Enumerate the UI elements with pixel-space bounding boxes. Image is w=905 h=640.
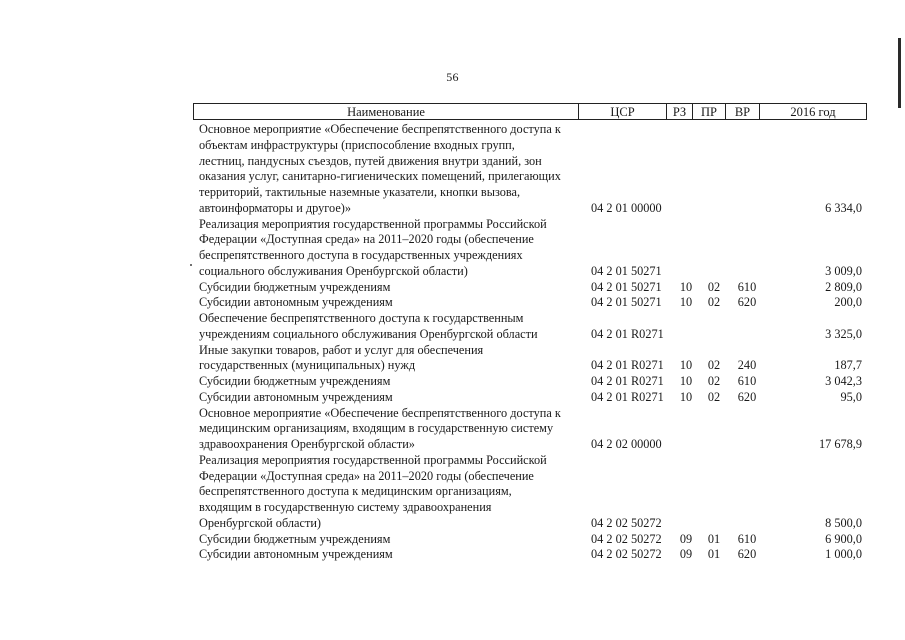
- table-row: [0, 122, 905, 217]
- row-amount: 200,0: [834, 295, 862, 310]
- row-name: [199, 453, 587, 532]
- row-amount: 95,0: [840, 389, 862, 404]
- row-csr: 04 2 02 00000: [591, 437, 662, 451]
- row-name-line: входящим в государственную систему здравоохранения: [199, 500, 492, 514]
- row-rz: 10: [679, 358, 693, 373]
- row-name-line: объектам инфраструктуры (приспособление входных групп,: [199, 137, 515, 152]
- row-amount: 3 042,3: [825, 374, 862, 388]
- row-name: [199, 217, 587, 280]
- row-vr: 610: [737, 531, 757, 546]
- row-name-line: Субсидии бюджетным учреждениям: [199, 531, 391, 546]
- row-csr: 04 2 01 50271: [591, 279, 662, 294]
- row-name-line: автоинформаторы и другое)»: [199, 200, 352, 215]
- row-csr: 04 2 02 50272: [591, 515, 662, 530]
- row-name-line: Федерации «Доступная среда» на 2011–2020 годы (обеспечение: [199, 232, 534, 247]
- table-row: [0, 374, 905, 390]
- row-pr: 02: [707, 374, 721, 388]
- row-name: [199, 374, 587, 390]
- table-row: [0, 217, 905, 280]
- row-name-line: территорий, тактильные наземные указатели, кнопки вызова,: [199, 185, 521, 199]
- row-rz: 09: [679, 531, 693, 546]
- table-body: [0, 122, 905, 563]
- header-name: Наименование: [194, 104, 579, 119]
- row-amount: 3 009,0: [825, 263, 862, 278]
- row-vr: 620: [737, 547, 757, 562]
- row-name: [199, 295, 587, 311]
- row-name: [199, 547, 587, 563]
- row-pr: 02: [707, 358, 721, 373]
- row-pr: 02: [707, 279, 721, 294]
- row-csr: 04 2 01 00000: [591, 200, 662, 215]
- row-pr: 02: [707, 295, 721, 310]
- row-vr: 620: [737, 389, 757, 404]
- row-vr: 610: [737, 374, 757, 388]
- row-csr: 04 2 02 50272: [591, 531, 662, 546]
- row-name: [199, 122, 587, 217]
- row-amount: 187,7: [834, 358, 862, 373]
- row-vr: 240: [737, 358, 757, 373]
- table-row: [0, 280, 905, 296]
- row-pr: 01: [707, 547, 721, 562]
- row-name-line: Субсидии автономным учреждениям: [199, 295, 393, 310]
- row-name-line: оказания услуг, санитарно-гигиенических помещений, прилегающих: [199, 169, 561, 184]
- row-name: [199, 390, 587, 406]
- row-name: [199, 532, 587, 548]
- row-rz: 10: [679, 295, 693, 310]
- header-pr: ПР: [693, 104, 726, 119]
- row-name-line: Реализация мероприятия государственной программы Российской: [199, 452, 547, 467]
- row-name-line: Реализация мероприятия государственной программы Российской: [199, 216, 547, 231]
- row-amount: 2 809,0: [825, 279, 862, 294]
- table-row: [0, 390, 905, 406]
- row-name-line: Субсидии автономным учреждениям: [199, 547, 393, 562]
- scan-edge-mark: [898, 38, 901, 108]
- row-csr: 04 2 01 R0271: [591, 374, 664, 388]
- header-csr: ЦСР: [579, 104, 667, 119]
- table-header: [193, 103, 867, 120]
- row-amount: 1 000,0: [825, 547, 862, 562]
- row-name-line: Субсидии бюджетным учреждениям: [199, 374, 391, 388]
- row-rz: 10: [679, 374, 693, 388]
- table-row: [0, 547, 905, 563]
- row-csr: 04 2 01 50271: [591, 263, 662, 278]
- row-name-line: медицинским организациям, входящим в государственную систему: [199, 421, 554, 436]
- row-pr: 02: [707, 389, 721, 404]
- table-row: [0, 311, 905, 343]
- row-name: [199, 406, 587, 453]
- table-row: [0, 343, 905, 375]
- row-name-line: лестниц, пандусных съездов, путей движения внутри зданий, зон: [199, 153, 542, 168]
- header-year: 2016 год: [790, 105, 836, 119]
- row-amount: 8 500,0: [825, 515, 862, 530]
- row-name-line: Иные закупки товаров, работ и услуг для обеспечения: [199, 342, 484, 357]
- row-name-line: беспрепятственного доступа к медицинским организациям,: [199, 484, 512, 499]
- row-name-line: Обеспечение беспрепятственного доступа к государственным: [199, 311, 524, 325]
- row-rz: 10: [679, 279, 693, 294]
- row-name-line: социального обслуживания Оренбургской области): [199, 263, 468, 278]
- table-row: [0, 406, 905, 453]
- row-name-line: учреждениям социального обслуживания Оренбургской области: [199, 326, 538, 341]
- row-name-line: Федерации «Доступная среда» на 2011–2020 годы (обеспечение: [199, 468, 534, 483]
- row-csr: 04 2 01 R0271: [591, 389, 664, 404]
- page-number: 56: [446, 70, 459, 84]
- table-row: [0, 532, 905, 548]
- header-vr: ВР: [726, 104, 760, 119]
- header-rz: РЗ: [667, 104, 693, 119]
- table-row: [0, 453, 905, 532]
- row-name-line: здравоохранения Оренбургской области»: [199, 437, 415, 451]
- row-name-line: Субсидии автономным учреждениям: [199, 389, 393, 404]
- row-name-line: Оренбургской области): [199, 515, 322, 530]
- row-rz: 09: [679, 547, 693, 562]
- row-csr: 04 2 01 R0271: [591, 326, 664, 341]
- row-name-line: государственных (муниципальных) нужд: [199, 358, 416, 373]
- row-amount: 6 334,0: [825, 200, 862, 215]
- row-name-line: беспрепятственного доступа в государственных учреждениях: [199, 248, 523, 262]
- row-pr: 01: [707, 531, 721, 546]
- row-amount: 17 678,9: [818, 437, 862, 451]
- row-name: [199, 311, 587, 343]
- row-csr: 04 2 01 R0271: [591, 358, 664, 373]
- row-name-line: Субсидии бюджетным учреждениям: [199, 279, 391, 294]
- row-rz: 10: [679, 389, 693, 404]
- row-csr: 04 2 02 50272: [591, 547, 662, 562]
- row-amount: 3 325,0: [825, 326, 862, 341]
- row-name-line: Основное мероприятие «Обеспечение беспрепятственного доступа к: [199, 405, 561, 420]
- row-csr: 04 2 01 50271: [591, 295, 662, 310]
- row-vr: 620: [737, 295, 757, 310]
- row-name: [199, 280, 587, 296]
- row-name: [199, 343, 587, 375]
- row-amount: 6 900,0: [825, 531, 862, 546]
- table-row: [0, 295, 905, 311]
- row-vr: 610: [737, 279, 757, 294]
- row-name-line: Основное мероприятие «Обеспечение беспрепятственного доступа к: [199, 122, 561, 136]
